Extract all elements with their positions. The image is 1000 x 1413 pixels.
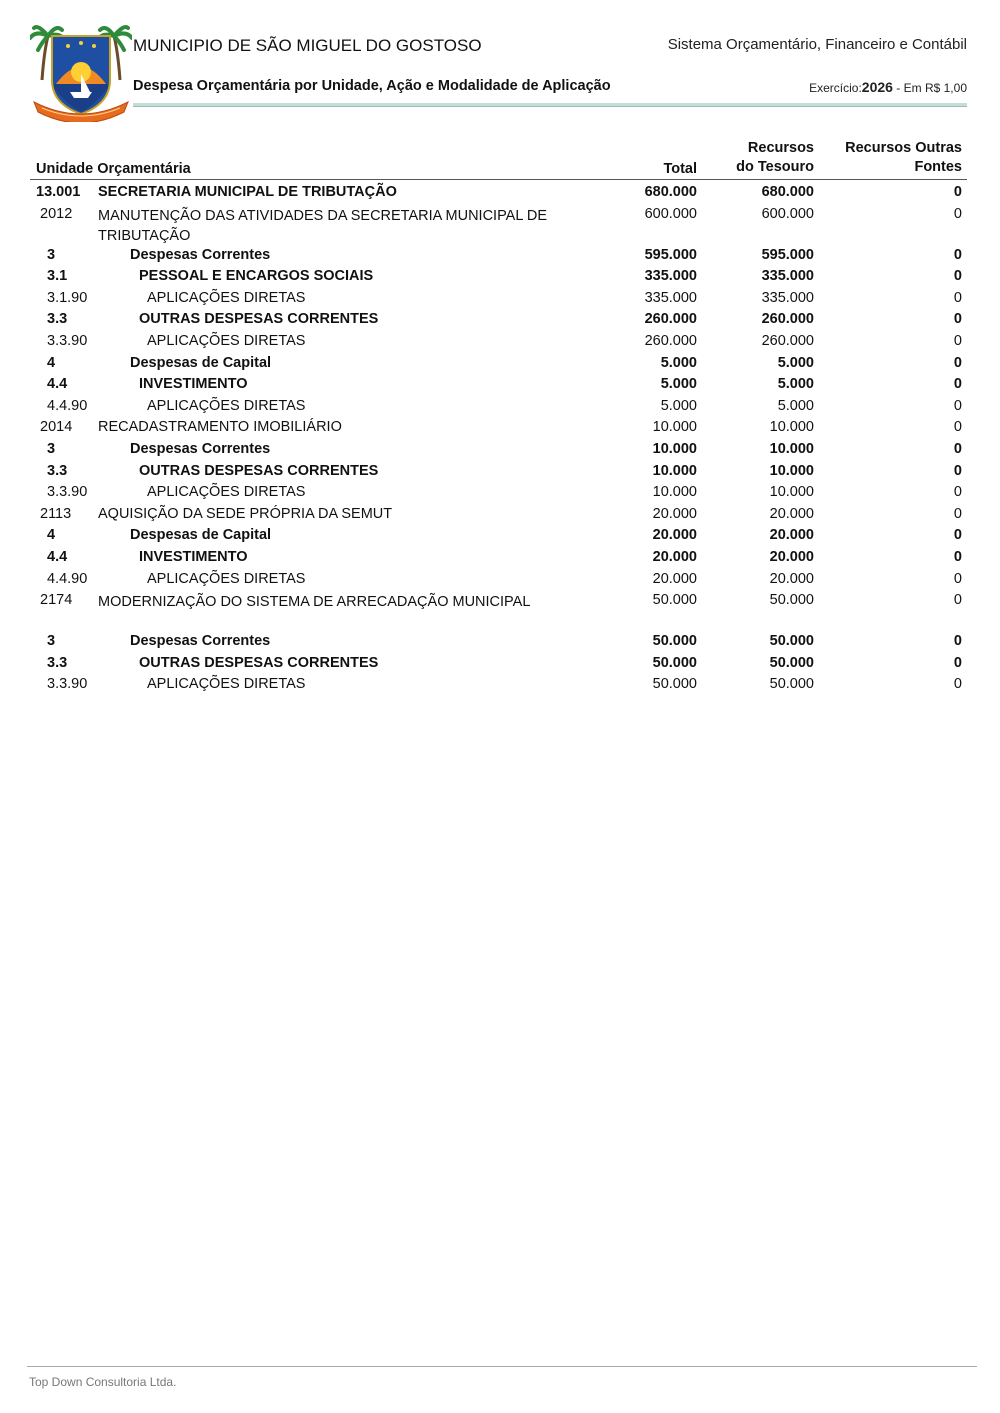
row-code: 4 xyxy=(47,527,56,544)
row-other-sources: 0 xyxy=(953,419,962,436)
row-code: 3 xyxy=(47,633,56,650)
row-other-sources: 0 xyxy=(953,527,962,544)
row-treasury: 5.000 xyxy=(777,354,814,371)
row-description: APLICAÇÕES DIRETAS xyxy=(147,570,306,587)
table-row xyxy=(0,396,1000,418)
row-total: 260.000 xyxy=(644,311,697,328)
column-header-total: Total xyxy=(663,161,697,177)
row-other-sources: 0 xyxy=(953,676,962,693)
row-other-sources: 0 xyxy=(953,289,962,306)
row-description: MODERNIZAÇÃO DO SISTEMA DE ARRECADAÇÃO MUNICIPAL xyxy=(98,594,531,611)
system-name: Sistema Orçamentário, Financeiro e Contábil xyxy=(667,36,967,53)
row-other-sources: 0 xyxy=(953,311,962,328)
table-row xyxy=(0,417,1000,439)
table-header-rule xyxy=(30,179,967,180)
row-code: 3.3.90 xyxy=(47,676,88,693)
row-code: 2174 xyxy=(40,592,73,609)
footer-company: Top Down Consultoria Ltda. xyxy=(29,1375,177,1389)
table-row xyxy=(0,631,1000,653)
budget-table xyxy=(0,182,1000,696)
currency-note: - Em R$ 1,00 xyxy=(896,81,967,95)
row-total: 50.000 xyxy=(652,654,697,671)
row-treasury: 20.000 xyxy=(769,570,814,587)
municipal-coat-of-arms-logo xyxy=(30,22,132,122)
table-row xyxy=(0,353,1000,375)
row-description: APLICAÇÕES DIRETAS xyxy=(147,676,306,693)
row-description: OUTRAS DESPESAS CORRENTES xyxy=(139,654,379,671)
row-code: 4.4 xyxy=(47,548,68,565)
table-row xyxy=(0,482,1000,504)
row-treasury: 50.000 xyxy=(769,676,814,693)
table-row xyxy=(0,569,1000,591)
row-code: 4.4.90 xyxy=(47,570,88,587)
row-total: 20.000 xyxy=(652,527,697,544)
row-treasury: 595.000 xyxy=(761,246,814,263)
row-treasury: 260.000 xyxy=(761,332,814,349)
row-code: 2113 xyxy=(40,505,72,522)
row-code: 4.4.90 xyxy=(47,397,88,414)
row-code: 3.3 xyxy=(47,311,68,328)
column-header-other-line1: Recursos Outras xyxy=(845,140,962,156)
table-row xyxy=(0,590,1000,631)
row-treasury: 5.000 xyxy=(777,397,814,414)
table-row xyxy=(0,461,1000,483)
row-description: Despesas de Capital xyxy=(130,527,272,544)
row-code: 3.1.90 xyxy=(47,289,88,306)
row-treasury: 20.000 xyxy=(769,548,814,565)
column-header-other-sources xyxy=(845,140,962,175)
row-treasury: 20.000 xyxy=(769,527,814,544)
table-row xyxy=(0,245,1000,267)
row-total: 5.000 xyxy=(660,397,697,414)
row-code: 3.1 xyxy=(47,268,68,285)
column-header-unit: Unidade Orçamentária xyxy=(36,161,191,177)
row-other-sources: 0 xyxy=(953,440,962,457)
row-other-sources: 0 xyxy=(953,205,962,222)
row-description: OUTRAS DESPESAS CORRENTES xyxy=(139,311,379,328)
row-other-sources: 0 xyxy=(953,462,962,479)
row-total: 335.000 xyxy=(644,268,697,285)
row-total: 10.000 xyxy=(652,484,697,501)
row-description: APLICAÇÕES DIRETAS xyxy=(147,289,306,306)
row-total: 10.000 xyxy=(652,440,697,457)
row-treasury: 335.000 xyxy=(761,268,814,285)
row-description: AQUISIÇÃO DA SEDE PRÓPRIA DA SEMUT xyxy=(98,505,393,522)
row-total: 5.000 xyxy=(660,376,697,393)
row-other-sources: 0 xyxy=(953,633,962,650)
row-total: 680.000 xyxy=(644,184,697,200)
row-code: 3.3.90 xyxy=(47,332,88,349)
row-description: INVESTIMENTO xyxy=(139,548,248,565)
table-row xyxy=(0,331,1000,353)
row-total: 50.000 xyxy=(652,592,697,609)
row-treasury: 10.000 xyxy=(769,440,814,457)
table-row xyxy=(0,547,1000,569)
row-other-sources: 0 xyxy=(953,570,962,587)
row-other-sources: 0 xyxy=(953,268,962,285)
row-description: OUTRAS DESPESAS CORRENTES xyxy=(139,462,379,479)
column-header-treasury xyxy=(736,140,814,175)
row-other-sources: 0 xyxy=(953,354,962,371)
row-other-sources: 0 xyxy=(953,484,962,501)
footer-divider xyxy=(27,1366,977,1367)
row-code: 3 xyxy=(47,246,56,263)
row-total: 260.000 xyxy=(644,332,697,349)
row-code: 2012 xyxy=(40,205,73,222)
table-row xyxy=(0,288,1000,310)
row-description: PESSOAL E ENCARGOS SOCIAIS xyxy=(139,268,374,285)
row-other-sources: 0 xyxy=(953,505,962,522)
row-total: 10.000 xyxy=(652,419,697,436)
table-row xyxy=(0,182,1000,204)
row-description: APLICAÇÕES DIRETAS xyxy=(147,397,306,414)
row-treasury: 260.000 xyxy=(761,311,814,328)
row-code: 3.3.90 xyxy=(47,484,88,501)
table-row xyxy=(0,266,1000,288)
row-other-sources: 0 xyxy=(953,376,962,393)
municipality-title: MUNICIPIO DE SÃO MIGUEL DO GOSTOSO xyxy=(133,36,482,55)
row-treasury: 50.000 xyxy=(769,592,814,609)
table-row xyxy=(0,204,1000,245)
report-title: Despesa Orçamentária por Unidade, Ação e Modalidade de Aplicação xyxy=(133,78,611,94)
row-total: 335.000 xyxy=(644,289,697,306)
row-treasury: 50.000 xyxy=(769,654,814,671)
row-total: 50.000 xyxy=(652,633,697,650)
row-total: 20.000 xyxy=(652,548,697,565)
row-code: 3.3 xyxy=(47,462,68,479)
table-row xyxy=(0,504,1000,526)
row-description: MANUTENÇÃO DAS ATIVIDADES DA SECRETARIA MUNICIPAL DE TRIBUTAÇÃO xyxy=(98,207,548,244)
row-treasury: 335.000 xyxy=(761,289,814,306)
row-description: Despesas de Capital xyxy=(130,354,272,371)
row-total: 50.000 xyxy=(652,676,697,693)
row-description: Despesas Correntes xyxy=(130,246,271,263)
row-treasury: 10.000 xyxy=(769,462,814,479)
row-description: RECADASTRAMENTO IMOBILIÁRIO xyxy=(98,419,342,436)
row-code: 4.4 xyxy=(47,376,68,393)
table-row xyxy=(0,525,1000,547)
row-treasury: 600.000 xyxy=(761,205,814,222)
row-treasury: 10.000 xyxy=(769,484,814,501)
row-total: 20.000 xyxy=(652,570,697,587)
row-other-sources: 0 xyxy=(953,246,962,263)
table-row xyxy=(0,374,1000,396)
exercise-label: Exercício: xyxy=(809,81,862,95)
column-header-treasury-line2: do Tesouro xyxy=(736,159,814,175)
row-code: 13.001 xyxy=(36,184,81,200)
row-total: 20.000 xyxy=(652,505,697,522)
row-other-sources: 0 xyxy=(953,184,962,200)
column-header-other-line2: Fontes xyxy=(914,159,962,175)
row-treasury: 10.000 xyxy=(769,419,814,436)
row-total: 600.000 xyxy=(644,205,697,222)
row-other-sources: 0 xyxy=(953,592,962,609)
row-description: INVESTIMENTO xyxy=(139,376,248,393)
column-header-treasury-line1: Recursos xyxy=(747,140,814,156)
table-row xyxy=(0,653,1000,675)
row-total: 5.000 xyxy=(660,354,697,371)
exercise-year: 2026 xyxy=(861,79,893,95)
row-treasury: 5.000 xyxy=(777,376,814,393)
row-treasury: 50.000 xyxy=(769,633,814,650)
row-description: APLICAÇÕES DIRETAS xyxy=(147,332,306,349)
row-other-sources: 0 xyxy=(953,332,962,349)
row-code: 2014 xyxy=(40,419,73,436)
row-code: 4 xyxy=(47,354,56,371)
header-divider xyxy=(133,103,967,107)
row-treasury: 20.000 xyxy=(769,505,814,522)
row-description: SECRETARIA MUNICIPAL DE TRIBUTAÇÃO xyxy=(98,184,397,200)
exercise-info xyxy=(809,79,967,95)
row-total: 595.000 xyxy=(644,246,697,263)
row-description: Despesas Correntes xyxy=(130,633,271,650)
row-total: 10.000 xyxy=(652,462,697,479)
row-code: 3 xyxy=(47,440,56,457)
row-treasury: 680.000 xyxy=(761,184,814,200)
row-other-sources: 0 xyxy=(953,548,962,565)
row-other-sources: 0 xyxy=(953,654,962,671)
row-code: 3.3 xyxy=(47,654,68,671)
row-other-sources: 0 xyxy=(953,397,962,414)
row-description: Despesas Correntes xyxy=(130,440,271,457)
table-row xyxy=(0,674,1000,696)
table-row xyxy=(0,309,1000,331)
row-description: APLICAÇÕES DIRETAS xyxy=(147,484,306,501)
table-row xyxy=(0,439,1000,461)
